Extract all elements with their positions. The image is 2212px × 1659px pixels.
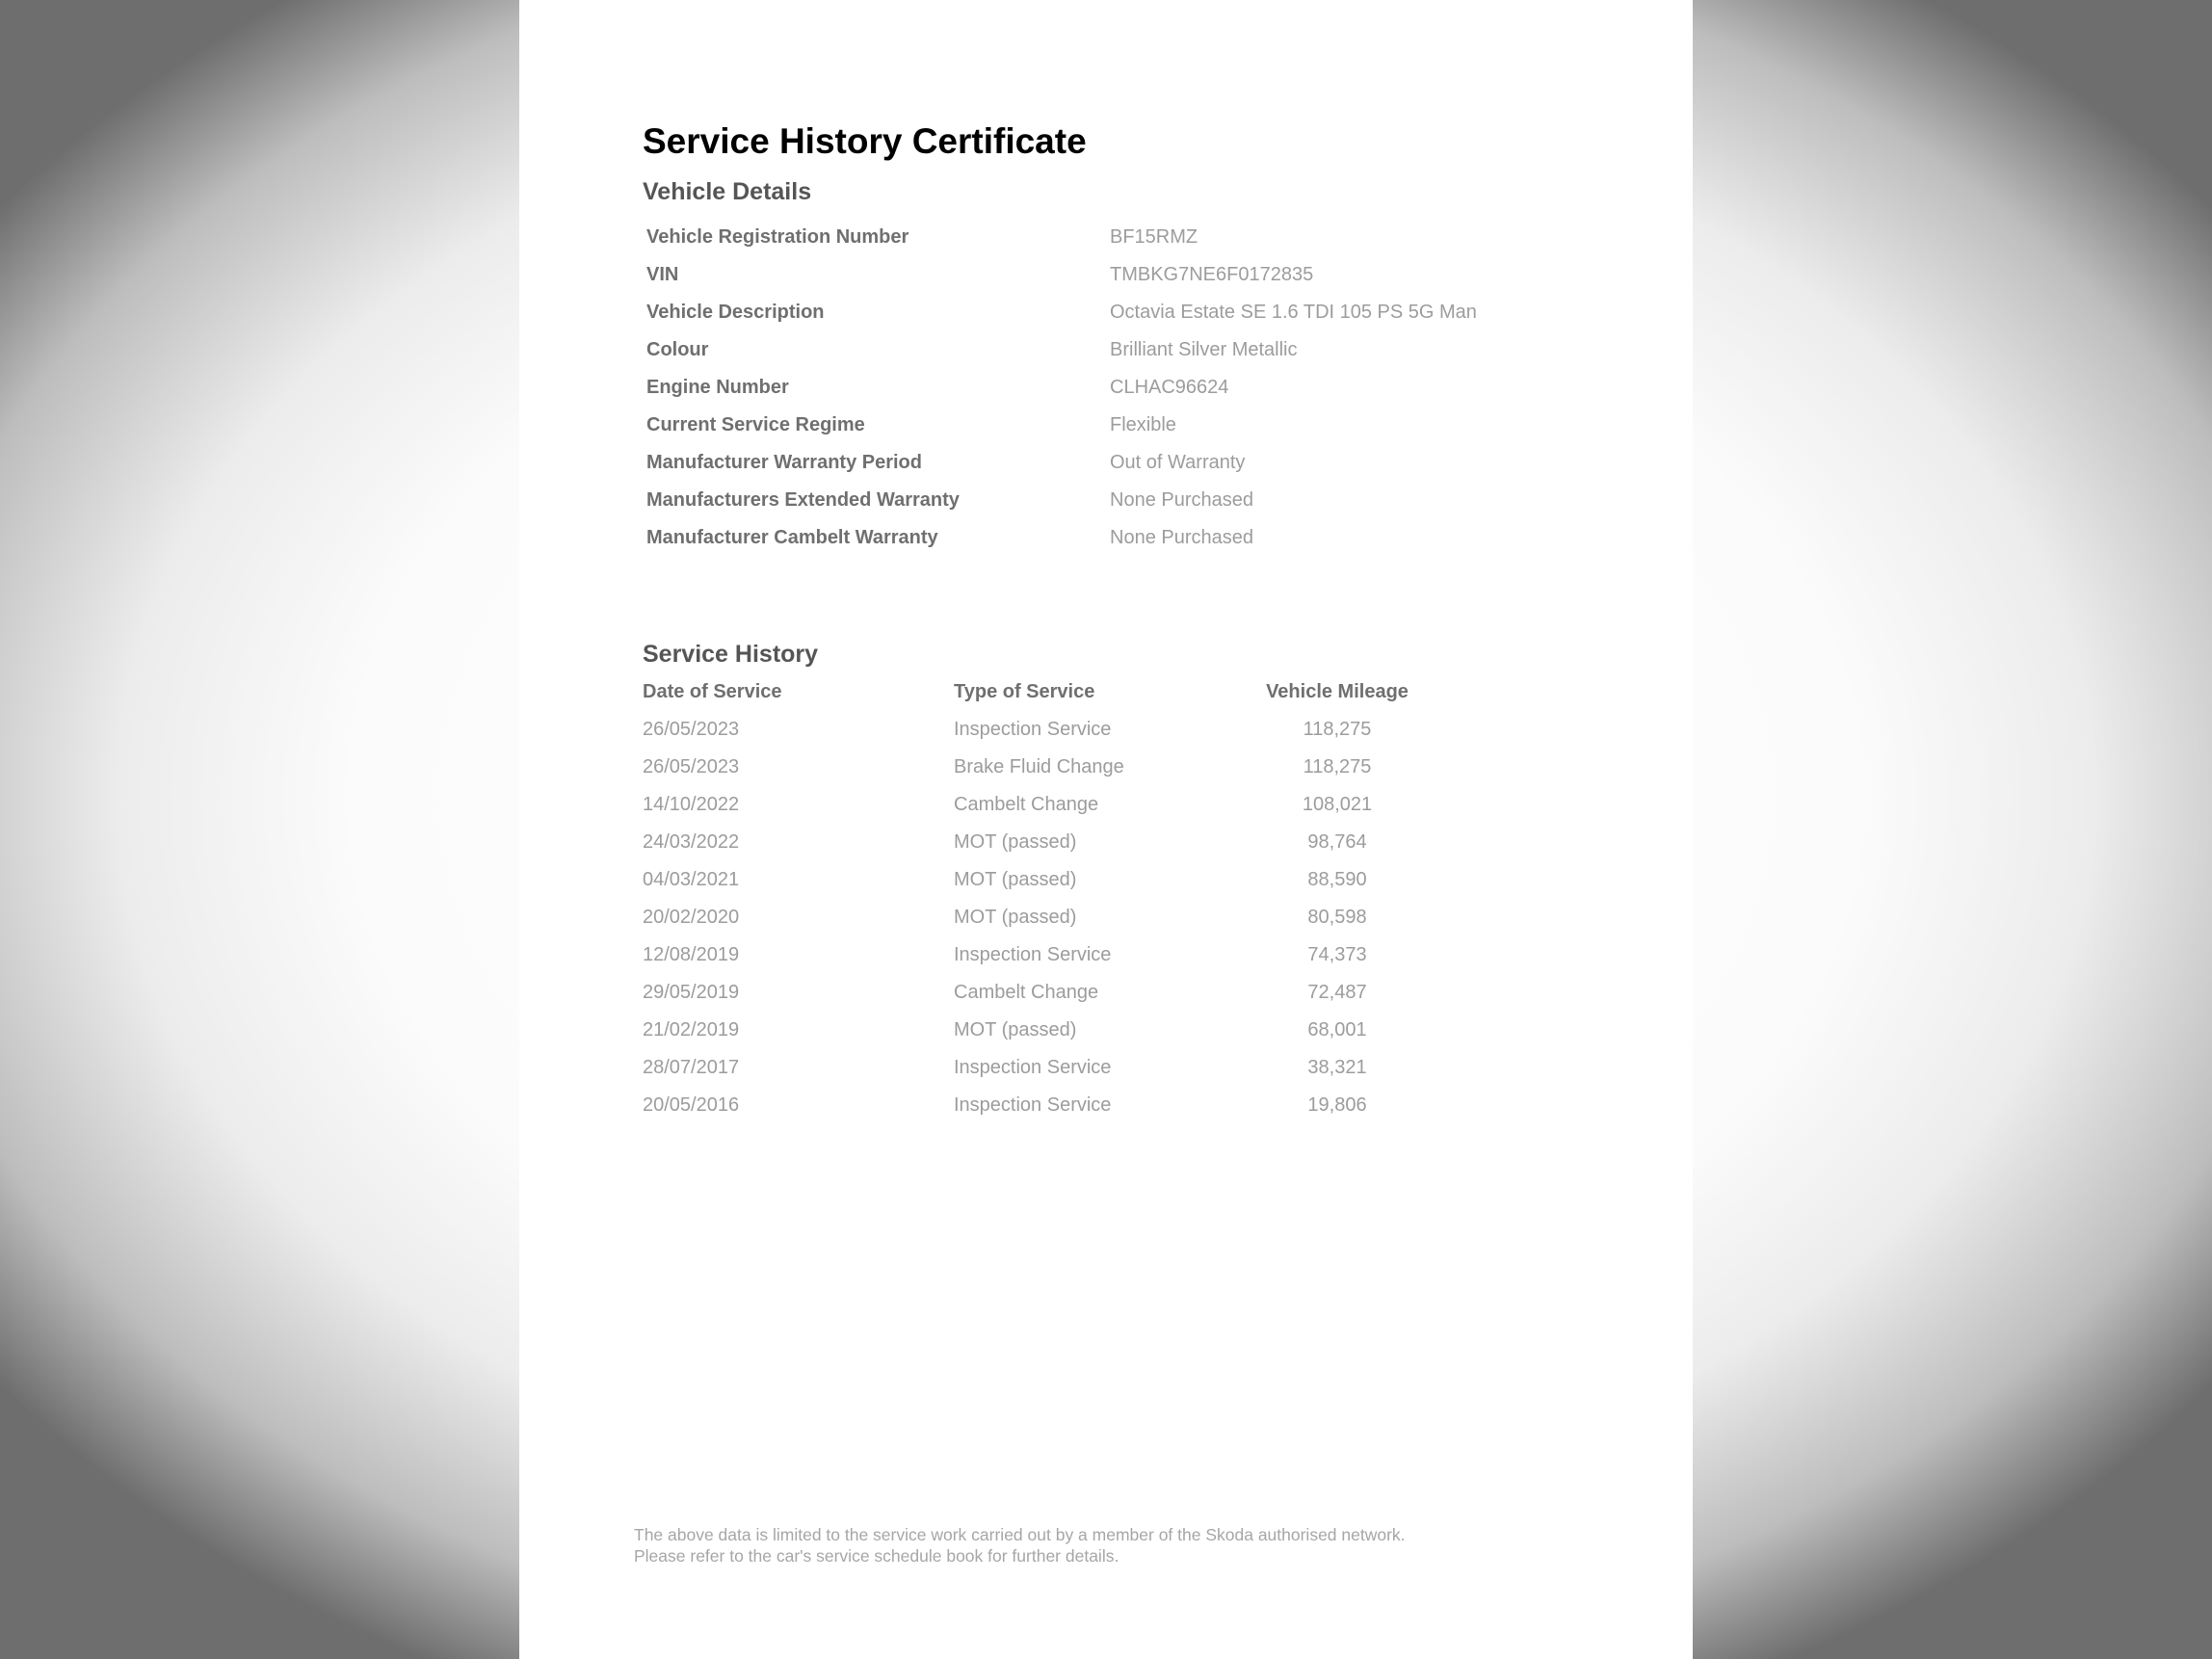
disclaimer-footer [634,1524,1597,1567]
detail-row-vin [646,256,1562,294]
detail-value: None Purchased [1110,489,1253,511]
detail-value: None Purchased [1110,527,1253,548]
detail-label: Manufacturers Extended Warranty [646,489,960,511]
detail-row-registration [646,219,1562,256]
table-row [643,749,1510,786]
service-date: 26/05/2023 [643,756,740,777]
service-type: MOT (passed) [954,831,1077,853]
vehicle-details-table [646,219,1562,557]
service-mileage: 38,321 [1307,1057,1367,1078]
service-type: Brake Fluid Change [954,756,1124,777]
table-row [643,899,1510,936]
table-row [643,711,1510,749]
service-date: 21/02/2019 [643,1019,740,1040]
service-type: Inspection Service [954,1094,1112,1116]
service-date: 20/02/2020 [643,907,740,928]
detail-row-warranty-period [646,444,1562,482]
detail-row-description [646,294,1562,331]
service-type: Inspection Service [954,1057,1112,1078]
service-mileage: 72,487 [1307,982,1367,1003]
service-type: MOT (passed) [954,1019,1077,1040]
column-header-mileage: Vehicle Mileage [1266,681,1409,702]
service-type: Inspection Service [954,944,1112,965]
detail-label: Manufacturer Cambelt Warranty [646,527,938,548]
service-mileage: 68,001 [1307,1019,1367,1040]
detail-row-service-regime [646,407,1562,444]
detail-row-extended-warranty [646,482,1562,519]
table-row [643,1087,1510,1124]
service-history-table [643,673,1510,1124]
table-row [643,974,1510,1012]
table-row [643,824,1510,861]
detail-value: Brilliant Silver Metallic [1110,339,1298,360]
detail-value: TMBKG7NE6F0172835 [1110,264,1314,285]
service-mileage: 19,806 [1307,1094,1367,1116]
detail-label: Colour [646,339,709,360]
service-date: 14/10/2022 [643,794,740,815]
service-date: 28/07/2017 [643,1057,740,1078]
table-row [643,786,1510,824]
detail-value: Octavia Estate SE 1.6 TDI 105 PS 5G Man [1110,302,1477,323]
service-mileage: 74,373 [1307,944,1367,965]
service-date: 26/05/2023 [643,719,740,740]
table-row [643,936,1510,974]
detail-row-colour [646,331,1562,369]
column-header-date: Date of Service [643,681,782,702]
detail-label: Manufacturer Warranty Period [646,452,922,473]
detail-value: Out of Warranty [1110,452,1246,473]
service-history-heading: Service History [643,641,819,668]
certificate-page [519,0,1693,1659]
service-mileage: 118,275 [1303,719,1372,740]
service-mileage: 88,590 [1307,869,1367,890]
service-mileage: 118,275 [1303,756,1372,777]
document-title: Service History Certificate [643,121,1087,161]
service-mileage: 80,598 [1307,907,1367,928]
table-row [643,861,1510,899]
table-row [643,1049,1510,1087]
detail-label: VIN [646,264,679,285]
service-mileage: 98,764 [1307,831,1367,853]
disclaimer-line-2: Please refer to the car's service schedule book for further details. [634,1546,1119,1566]
service-type: MOT (passed) [954,907,1077,928]
detail-label: Current Service Regime [646,414,865,435]
service-mileage: 108,021 [1302,794,1373,815]
detail-row-engine-number [646,369,1562,407]
vehicle-details-heading: Vehicle Details [643,178,812,205]
detail-row-cambelt-warranty [646,519,1562,557]
detail-label: Vehicle Description [646,302,825,323]
service-type: Cambelt Change [954,794,1099,815]
table-row [643,1012,1510,1049]
service-date: 24/03/2022 [643,831,740,853]
service-date: 20/05/2016 [643,1094,740,1116]
disclaimer-line-1: The above data is limited to the service work carried out by a member of the Skoda authorised network. [634,1525,1406,1544]
service-type: Inspection Service [954,719,1112,740]
column-header-type: Type of Service [954,681,1095,702]
detail-value: CLHAC96624 [1110,377,1229,398]
service-date: 29/05/2019 [643,982,740,1003]
detail-label: Vehicle Registration Number [646,226,909,248]
service-type: Cambelt Change [954,982,1099,1003]
service-date: 12/08/2019 [643,944,740,965]
detail-value: BF15RMZ [1110,226,1198,248]
service-type: MOT (passed) [954,869,1077,890]
table-header [643,673,1510,711]
detail-label: Engine Number [646,377,789,398]
service-date: 04/03/2021 [643,869,740,890]
detail-value: Flexible [1110,414,1176,435]
